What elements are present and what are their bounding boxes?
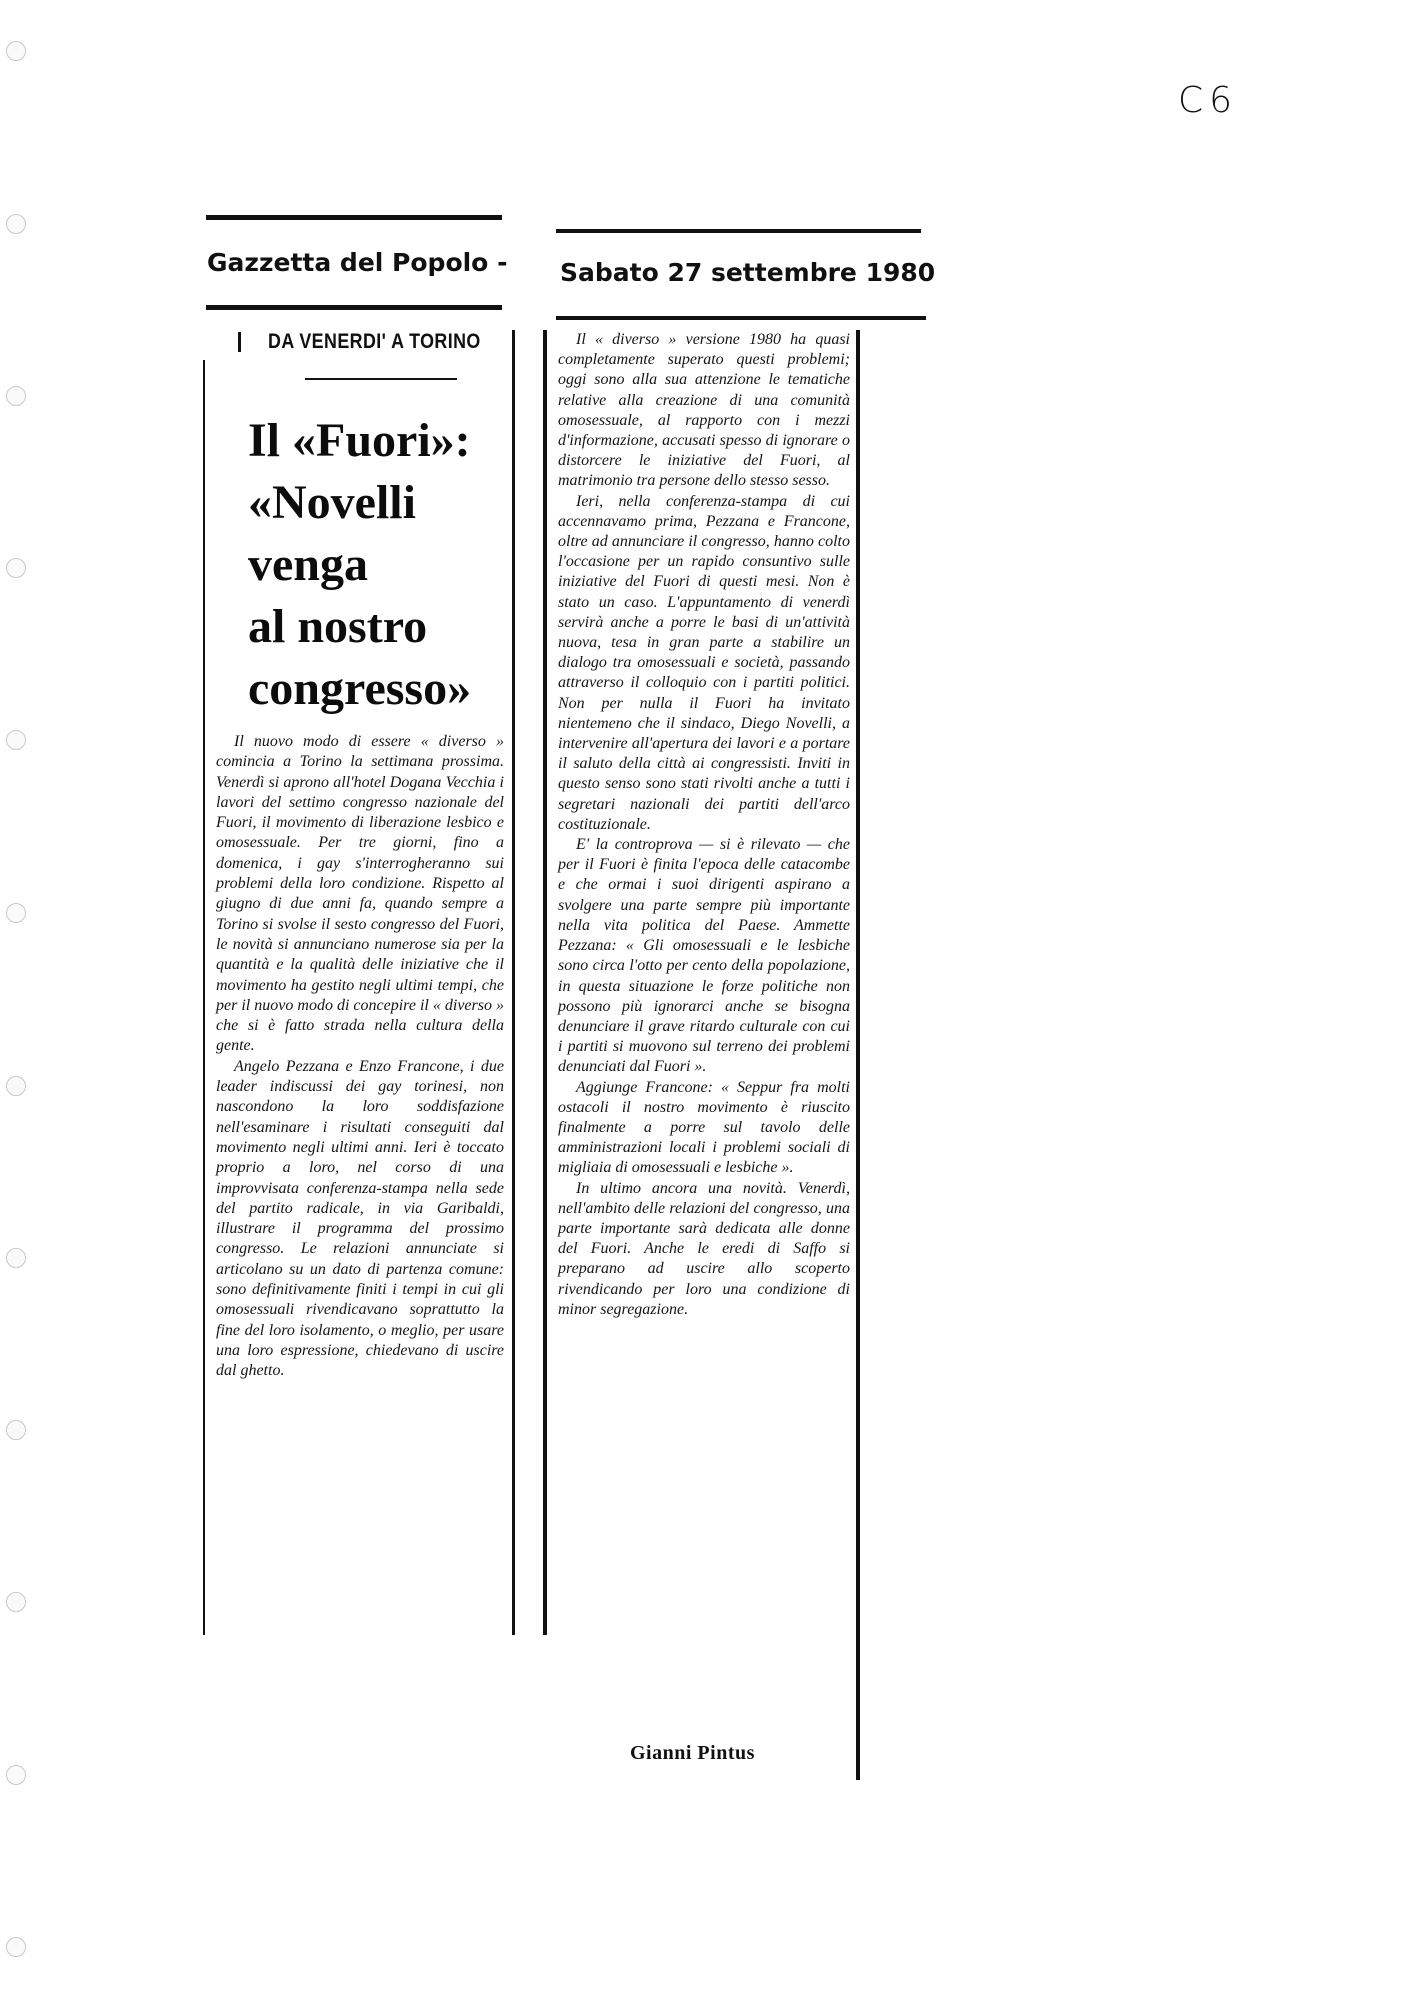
column-1-right-border — [512, 330, 515, 1635]
binder-hole — [6, 1765, 26, 1785]
kicker-bar — [238, 332, 241, 352]
masthead-top-rule-left — [206, 215, 502, 220]
masthead-bottom-rule-right — [556, 316, 926, 320]
headline-line: congresso» — [248, 662, 472, 715]
article-column-1 — [216, 732, 504, 1382]
article-paragraph: In ultimo ancora una novità. Venerdì, nell'ambito delle relazioni del congresso, una parte importante sarà dedicata alle donne del Fuori. Anche le eredi di Saffo si preparano ad uscire allo scoperto rivendicando per loro una condizione di minor segregazione. — [558, 1179, 850, 1318]
article-paragraph: Angelo Pezzana e Enzo Francone, i due leader indiscussi dei gay torinesi, non nascondono la loro soddisfazione nell'esaminare i risultati conseguiti dal movimento negli ultimi anni. Ieri è toccato proprio a loro, nel corso di una improvvisata conferenza-stampa nella sede del partito radicale, in via Garibaldi, illustrare il programma del prossimo congresso. Le relazioni annunciate si articolano su un dato di partenza comune: sono definitivamente finiti i tempi in cui gli omosessuali rivendicavano soprattutto la fine del loro isolamento, o meglio, per usare una loro espressione, chiedevano di uscire dal ghetto. — [216, 1057, 504, 1380]
article-byline: Gianni Pintus — [630, 1742, 755, 1764]
article-paragraph: Ieri, nella conferenza-stampa di cui accennavamo prima, Pezzana e Francone, oltre ad annunciare il congresso, hanno colto l'occasione per un rapido consuntivo sulle iniziative del Fuori di questi mesi. Non è stato un caso. L'appuntamento di venerdì servirà anche a porre le basi di un'attività nuova, tesa in gran parte a stabilire un dialogo tra omosessuali e società, passando attraverso il colloquio con i partiti politici. Non per nulla il Fuori ha invitato nientemeno che il sindaco, Diego Novelli, a intervenire all'apertura dei lavori e a portare il saluto della città ai congressisti. Inviti in questo senso sono stati rivolti anche a tutti i segretari nazionali dei partiti dell'arco costituzionale. — [558, 492, 850, 833]
article-headline — [248, 410, 471, 720]
column-1-left-border — [203, 360, 205, 1635]
binder-hole — [6, 1937, 26, 1957]
newspaper-name: Gazzetta del Popolo - — [207, 248, 508, 277]
masthead-bottom-rule-left — [206, 305, 502, 310]
article-paragraph: E' la controprova — si è rilevato — che per il Fuori è finita l'epoca delle catacombe e che ormai i suoi dirigenti aspirano a svolgere una parte sempre più importante nella vita politica del Paese. Ammette Pezzana: « Gli omosessuali e le lesbiche sono circa l'otto per cento della popolazione, in questa situazione le forze politiche non possono più ignorarci anche se bisogna denunciare il grave ritardo culturale con cui i partiti si muovono sul terreno dei problemi denunciati dal Fuori ». — [558, 836, 850, 1076]
binder-hole — [6, 558, 26, 578]
binder-hole — [6, 730, 26, 750]
article-paragraph: Il nuovo modo di essere « diverso » comincia a Torino la settimana prossima. Venerdì si aprono all'hotel Dogana Vecchia i lavori del settimo congresso nazionale del Fuori, il movimento di liberazione lesbico e omosessuale. Per tre giorni, fino a domenica, i gay s'interrogheranno sui problemi della loro condizione. Rispetto al giugno di due anni fa, quando sempre a Torino si svolse il sesto congresso del Fuori, le novità si annunciano numerose sia per la quantità e la qualità delle iniziative che il movimento ha gestito negli ultimi tempi, che per il nuovo modo di concepire il « diverso » che si è fatto strada nella cultura della gente. — [216, 733, 504, 1055]
publication-date: Sabato 27 settembre 1980 — [560, 258, 936, 287]
article-column-2 — [558, 330, 850, 1320]
headline-line: «Novelli — [248, 476, 416, 529]
binder-hole — [6, 41, 26, 61]
binder-hole — [6, 1420, 26, 1440]
headline-line: Il «Fuori»: — [248, 414, 471, 467]
masthead-top-rule-right — [556, 229, 921, 233]
article-paragraph: Il « diverso » versione 1980 ha quasi completamente superato questi problemi; oggi sono alla sua attenzione le tematiche relative alla creazione di una comunità omosessuale, al rapporto con i mezzi d'informazione, accusati spesso di ignorare o distorcere le iniziative del Fuori, al matrimonio tra persone dello stesso sesso. — [558, 331, 850, 490]
kicker-underline — [305, 378, 457, 380]
binder-hole — [6, 1248, 26, 1268]
archive-page-mark: C6 — [1178, 80, 1239, 121]
column-divider — [543, 330, 547, 1635]
article-kicker: DA VENERDI' A TORINO — [268, 330, 481, 353]
binder-hole — [6, 1592, 26, 1612]
article-paragraph: Aggiunge Francone: « Seppur fra molti ostacoli il nostro movimento è riuscito finalmente a porre sul tavolo delle amministrazioni locali i problemi sociali di migliaia di omosessuali e lesbiche ». — [558, 1078, 850, 1177]
binder-hole — [6, 903, 26, 923]
binder-hole — [6, 214, 26, 234]
headline-line: venga — [248, 538, 368, 591]
headline-line: al nostro — [248, 600, 428, 653]
column-2-right-border — [856, 330, 860, 1780]
binder-hole — [6, 1076, 26, 1096]
binder-hole — [6, 386, 26, 406]
